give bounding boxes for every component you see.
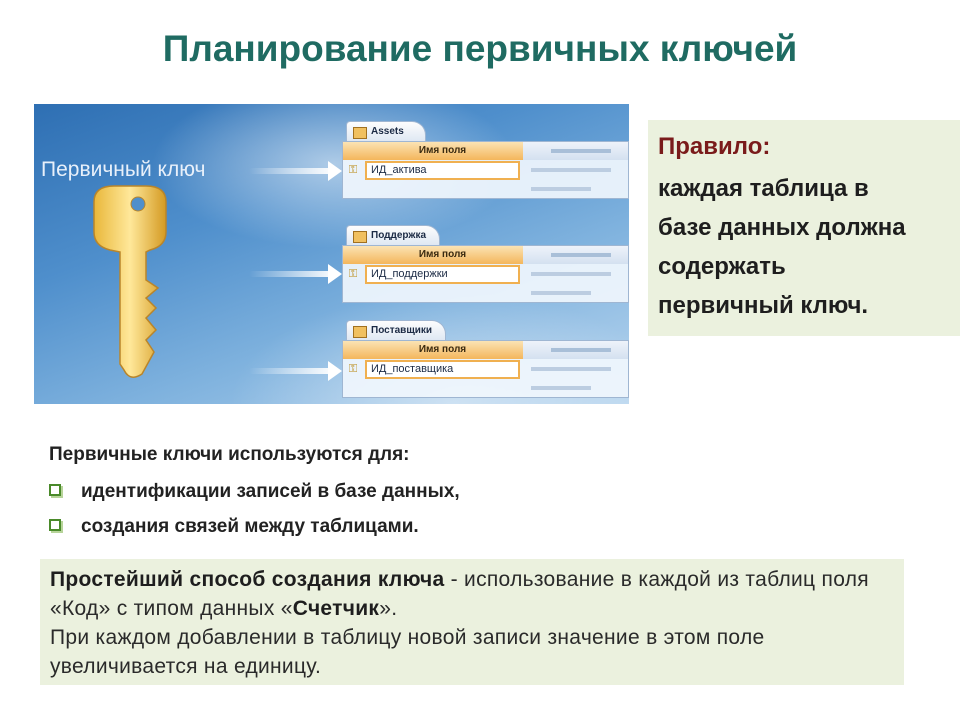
table-suppliers <box>342 320 629 398</box>
arrow-2-head <box>328 264 342 284</box>
rule-title: Правило: <box>658 133 771 160</box>
uses-heading: Первичные ключи используются для: <box>49 444 410 465</box>
table-icon <box>353 326 367 338</box>
key-icon <box>84 184 174 384</box>
list-item <box>49 516 419 538</box>
simple-method-bold: Простейший способ создания ключа <box>50 568 445 591</box>
column-header: Имя поля <box>418 145 467 156</box>
rule-line: первичный ключ. <box>658 292 869 319</box>
primary-key-icon: ⚿ <box>348 268 358 280</box>
key-field: ИД_поддержки <box>365 265 520 284</box>
increment-note: При каждом добавлении в таблицу новой записи значение в этом поле увеличивается на единицу. <box>50 626 765 678</box>
rule-box <box>648 120 960 336</box>
dash: - <box>444 568 465 591</box>
checkbox-bullet-icon <box>49 484 61 496</box>
simple-method-desc: использование в каждой из таблиц поля «Код» с типом данных « <box>50 568 869 620</box>
checkbox-bullet-icon <box>49 519 61 531</box>
list-item <box>49 481 460 503</box>
counter-type: Счетчик <box>292 597 380 620</box>
primary-key-illustration <box>34 104 629 404</box>
list-item-text: идентификации записей в базе данных, <box>81 481 460 502</box>
table-name: Поставщики <box>371 325 433 336</box>
list-item-text: создания связей между таблицами. <box>81 516 419 537</box>
table-support <box>342 225 629 303</box>
table-tab <box>346 225 440 245</box>
column-header: Имя поля <box>418 344 467 355</box>
key-field: ИД_актива <box>365 161 520 180</box>
simple-method-end: ». <box>379 597 398 620</box>
table-tab <box>346 320 446 340</box>
rule-line: содержать <box>658 253 786 280</box>
key-field: ИД_поставщика <box>365 360 520 379</box>
arrow-1-head <box>328 161 342 181</box>
arrow-3 <box>249 368 331 374</box>
primary-key-icon: ⚿ <box>348 164 358 176</box>
table-name: Поддержка <box>371 230 427 241</box>
table-name: Assets <box>371 126 404 137</box>
simple-method-text <box>50 565 894 623</box>
table-icon <box>353 231 367 243</box>
column-header: Имя поля <box>418 249 467 260</box>
simple-method-box <box>40 559 904 685</box>
page-title: Планирование первичных ключей <box>162 28 798 69</box>
arrow-2 <box>249 271 331 277</box>
rule-line: базе данных должна <box>658 214 906 241</box>
rule-line: каждая таблица в <box>658 175 869 202</box>
arrow-1 <box>249 168 331 174</box>
rule-text <box>658 169 950 325</box>
table-assets <box>342 121 629 199</box>
table-tab <box>346 121 426 141</box>
table-icon <box>353 127 367 139</box>
arrow-3-head <box>328 361 342 381</box>
primary-key-label: Первичный ключ <box>41 158 206 181</box>
primary-key-icon: ⚿ <box>348 363 358 375</box>
